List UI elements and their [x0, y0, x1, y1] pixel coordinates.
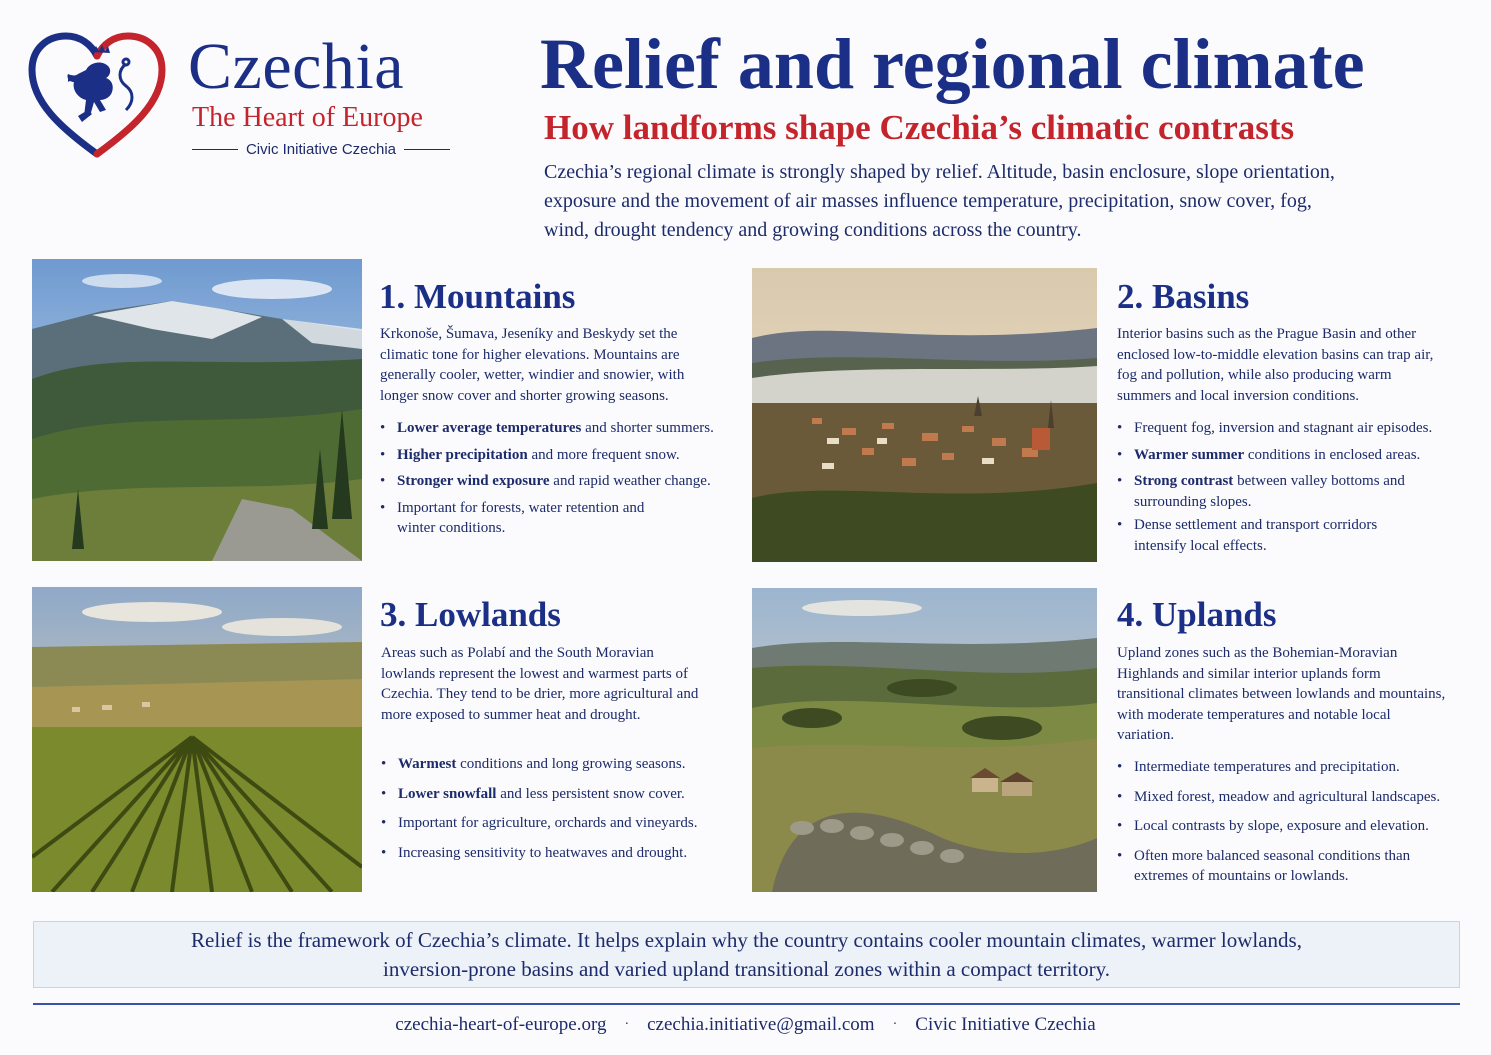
page-subtitle: How landforms shape Czechia’s climatic contrasts	[544, 108, 1295, 147]
page-title: Relief and regional climate	[540, 24, 1365, 104]
footer-email-link[interactable]: czechia.initiative@gmail.com	[647, 1014, 875, 1035]
brand-tagline: The Heart of Europe	[192, 102, 423, 133]
list-item: • Mixed forest, meadow and agricultural landscapes.	[1117, 787, 1457, 808]
separator: ·	[892, 1017, 898, 1032]
footer-organization: Civic Initiative Czechia	[915, 1014, 1096, 1035]
list-item: • Local contrasts by slope, exposure and elevation.	[1117, 816, 1457, 837]
summary-box	[33, 921, 1460, 988]
footer-website-link[interactable]: czechia-heart-of-europe.org	[395, 1014, 607, 1035]
lowlands-photo	[32, 587, 362, 892]
lowlands-title: 3. Lowlands	[380, 595, 561, 634]
brand-organization	[192, 141, 450, 158]
divider	[192, 149, 238, 150]
list-item: • Lower average temperatures and shorter summers.	[380, 418, 725, 439]
list-item: • Increasing sensitivity to heatwaves and drought.	[381, 843, 726, 864]
heart-logo-icon	[26, 30, 168, 160]
list-item: • Important for forests, water retention and winter conditions.	[380, 498, 680, 539]
uplands-photo	[752, 588, 1097, 892]
list-item: • Frequent fog, inversion and stagnant air episodes.	[1117, 418, 1457, 439]
divider	[404, 149, 450, 150]
uplands-bullets	[1117, 757, 1457, 887]
list-item: • Warmer summer conditions in enclosed areas.	[1117, 445, 1457, 466]
summary-line-1: Relief is the framework of Czechia’s climate. It helps explain why the country contains cooler mountain climates, warmer lowlands,	[191, 927, 1302, 952]
basins-photo	[752, 268, 1097, 562]
list-item: • Often more balanced seasonal conditions than extremes of mountains or lowlands.	[1117, 846, 1437, 887]
separator: ·	[624, 1017, 630, 1032]
lowlands-body: Areas such as Polabí and the South Moravian lowlands represent the lowest and warmest parts of Czechia. They tend to be drier, more agricultural and more exposed to summer heat and drought.	[381, 645, 699, 723]
list-item: • Strong contrast between valley bottoms and surrounding slopes.	[1117, 471, 1427, 512]
basins-body: Interior basins such as the Prague Basin and other enclosed low-to-middle elevation basins can trap air, fog and pollution, while also producing warm summers and local inversion conditions.	[1117, 326, 1434, 404]
mountains-title: 1. Mountains	[379, 277, 576, 316]
list-item: • Higher precipitation and more frequent snow.	[380, 445, 725, 466]
mountains-bullets	[380, 418, 725, 539]
mountains-body: Krkonoše, Šumava, Jeseníky and Beskydy set the climatic tone for higher elevations. Mountains are generally cooler, wetter, windier and snowier, with longer snow cover and shorter growing seasons.	[380, 326, 685, 404]
uplands-title: 4. Uplands	[1117, 595, 1277, 634]
mountains-photo	[32, 259, 362, 561]
basins-title: 2. Basins	[1117, 277, 1250, 316]
footer	[0, 1014, 1491, 1036]
list-item: • Important for agriculture, orchards and vineyards.	[381, 813, 726, 834]
list-item: • Lower snowfall and less persistent snow cover.	[381, 784, 726, 805]
list-item: • Stronger wind exposure and rapid weather change.	[380, 471, 725, 492]
brand-name: Czechia	[188, 30, 405, 103]
list-item: • Intermediate temperatures and precipitation.	[1117, 757, 1457, 778]
basins-bullets	[1117, 418, 1457, 556]
list-item: • Dense settlement and transport corridors intensify local effects.	[1117, 515, 1417, 556]
uplands-body: Upland zones such as the Bohemian-Moravian Highlands and similar interior uplands form transitional climates between lowlands and mountains, with moderate temperatures and notable local variation.	[1117, 645, 1446, 743]
summary-line-2: inversion-prone basins and varied upland transitional zones within a compact territory.	[382, 956, 1110, 981]
brand-organization-text: Civic Initiative Czechia	[245, 141, 397, 158]
footer-divider	[33, 1003, 1460, 1005]
list-item: • Warmest conditions and long growing seasons.	[381, 754, 726, 775]
lowlands-bullets	[381, 754, 726, 863]
intro-paragraph: Czechia’s regional climate is strongly shaped by relief. Altitude, basin enclosure, slope orientation, exposure and the movement of air masses influence temperature, precipitation, snow cover, fog, wind, drought tendency and growing conditions across the country.	[544, 161, 1335, 241]
